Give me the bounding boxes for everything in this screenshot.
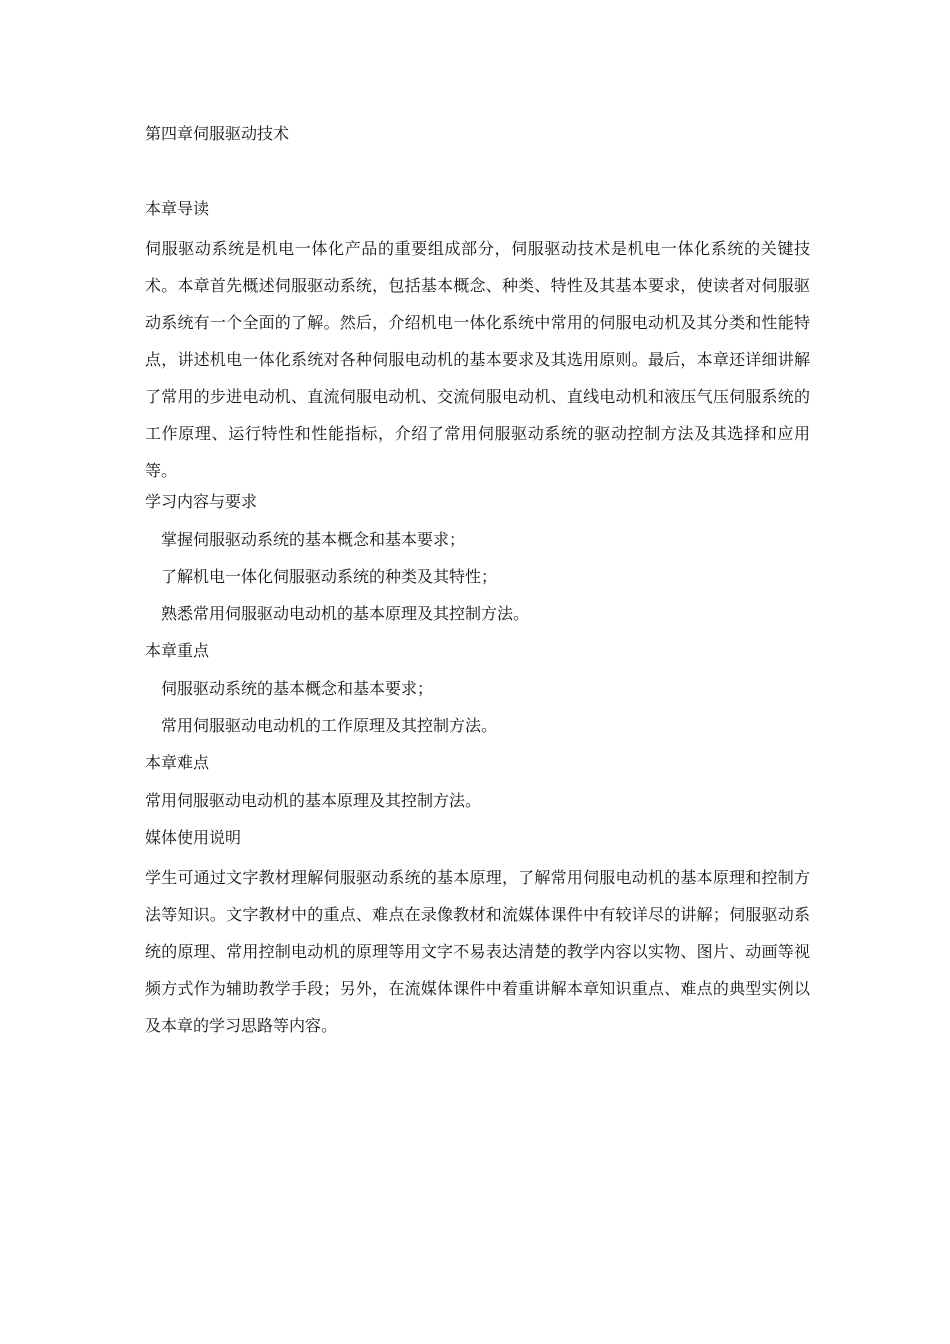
requirement-item: 熟悉常用伺服驱动电动机的基本原理及其控制方法。 (161, 604, 530, 623)
media-paragraph: 学生可通过文字教材理解伺服驱动系统的基本原理，了解常用伺服电动机的基本原理和控制方法等知识。文字教材中的重点、难点在录像教材和流媒体课件中有较详尽的讲解；伺服驱动系统的原理、常用控制电动机的原理等用文字不易表达清楚的教学内容以实物、图片、动画等视频方式作为辅助教学手段；另外，在流媒体课件中着重讲解本章知识重点、难点的典型实例以及本章的学习思路等内容。 (145, 868, 810, 1035)
key-points-heading: 本章重点 (145, 641, 210, 660)
key-point-item: 常用伺服驱动电动机的工作原理及其控制方法。 (161, 716, 498, 735)
key-point-item: 伺服驱动系统的基本概念和基本要求； (161, 679, 434, 698)
difficulties-heading: 本章难点 (145, 753, 210, 772)
requirement-item: 了解机电一体化伺服驱动系统的种类及其特性； (161, 567, 498, 586)
intro-paragraph: 伺服驱动系统是机电一体化产品的重要组成部分，伺服驱动技术是机电一体化系统的关键技术。本章首先概述伺服驱动系统，包括基本概念、种类、特性及其基本要求，使读者对伺服驱动系统有一个全面的了解。然后，介绍机电一体化系统中常用的伺服电动机及其分类和性能特点，讲述机电一体化系统对各种伺服电动机的基本要求及其选用原则。最后，本章还详细讲解了常用的步进电动机、直流伺服电动机、交流伺服电动机、直线电动机和液压气压伺服系统的工作原理、运行特性和性能指标，介绍了常用伺服驱动系统的驱动控制方法及其选择和应用等。 (145, 239, 810, 480)
chapter-content (145, 197, 810, 1045)
media-heading: 媒体使用说明 (145, 828, 242, 847)
difficulties-text: 常用伺服驱动电动机的基本原理及其控制方法。 (145, 791, 482, 810)
intro-heading: 本章导读 (145, 199, 210, 218)
chapter-title: 第四章伺服驱动技术 (145, 124, 290, 143)
requirement-item: 掌握伺服驱动系统的基本概念和基本要求； (161, 530, 466, 549)
requirements-heading: 学习内容与要求 (145, 492, 258, 511)
